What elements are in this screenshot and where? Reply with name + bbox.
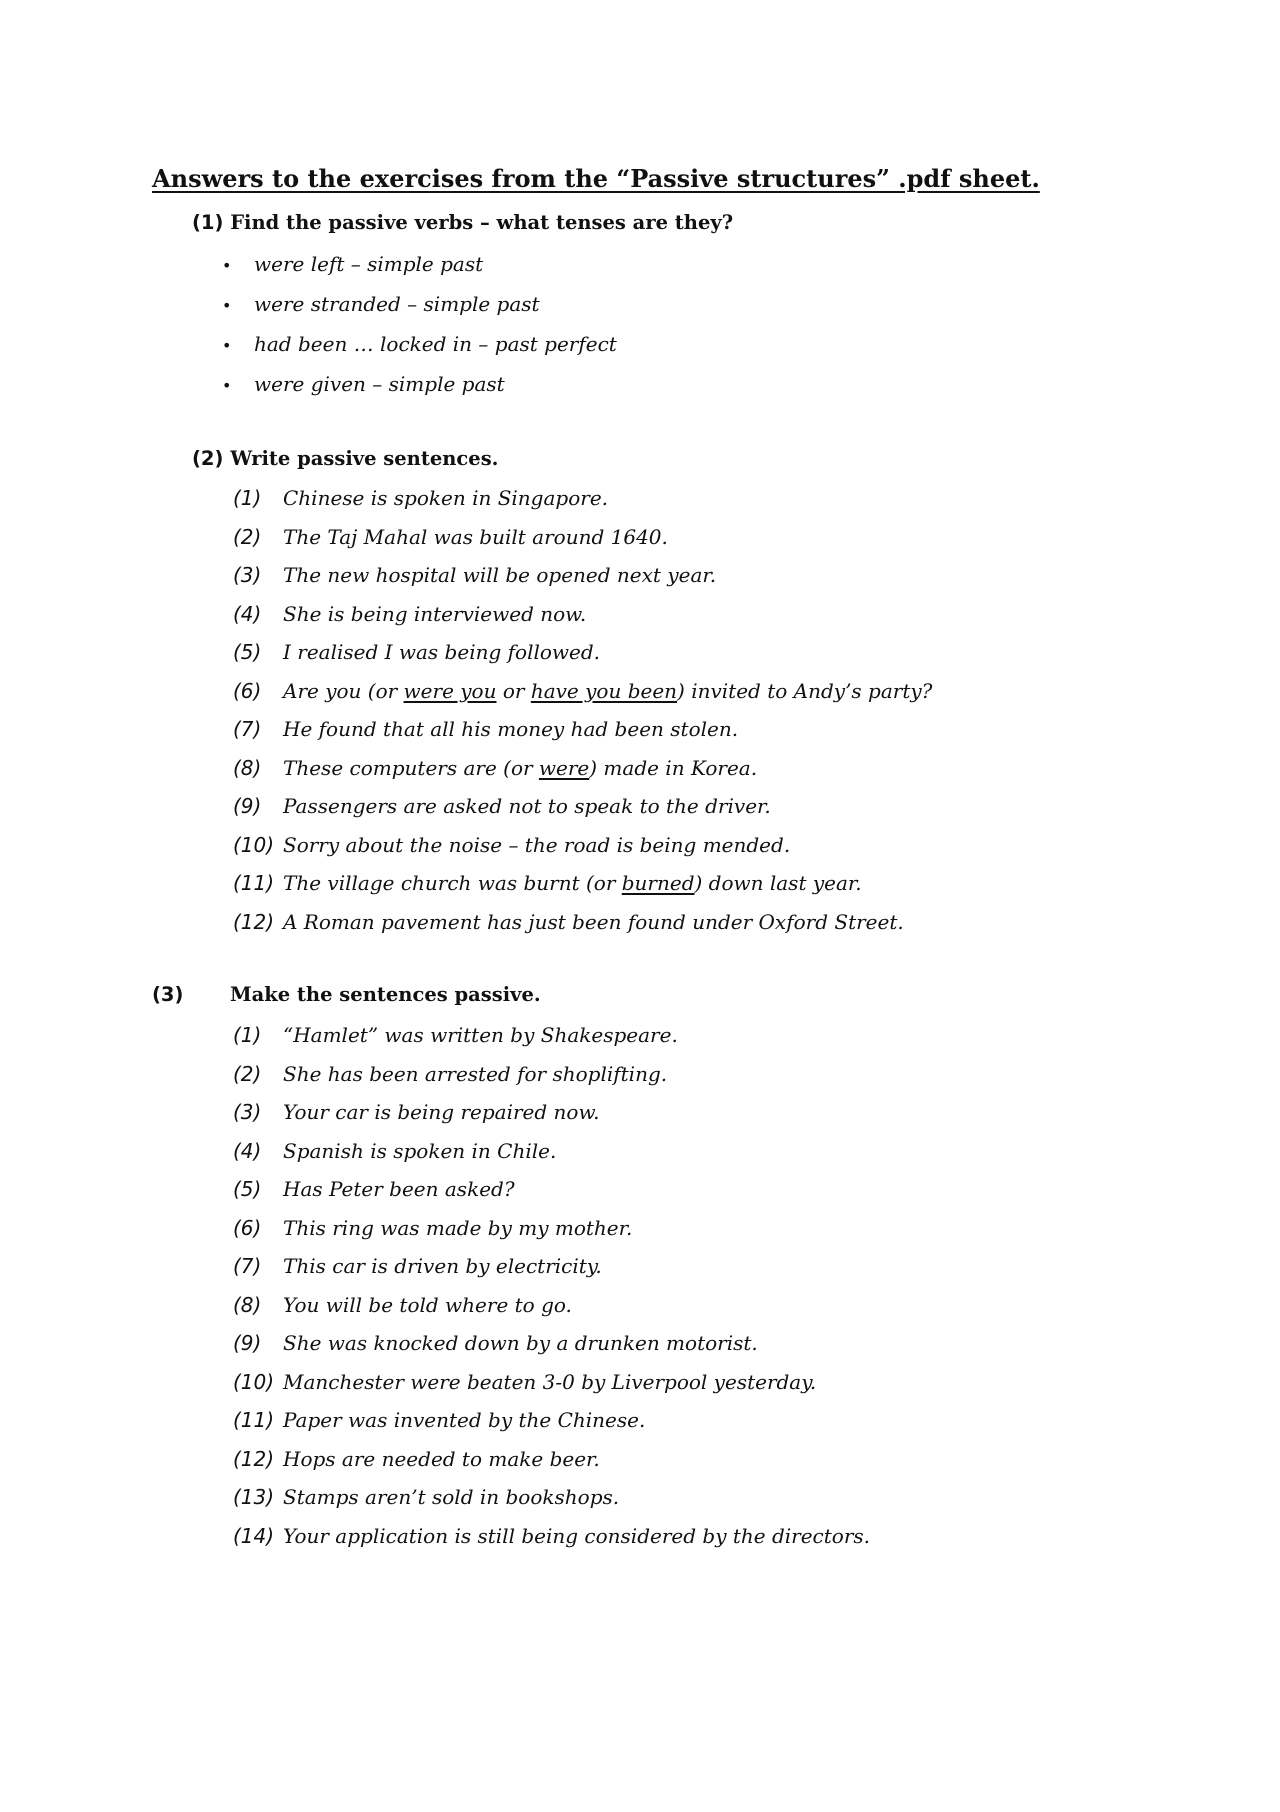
underlined-alternative: were — [538, 755, 590, 780]
section-2-heading — [192, 445, 498, 473]
item-text: Chinese is spoken in Singapore. — [283, 486, 609, 510]
list-item-text: were left – simple past — [254, 252, 484, 276]
list-item — [233, 556, 932, 595]
item-number: (14) — [233, 1523, 275, 1548]
item-text-mid: or — [496, 678, 531, 703]
item-number: (4) — [233, 601, 262, 626]
item-text: Sorry about the noise – the road is being mended. — [283, 832, 791, 857]
section-1-heading — [192, 209, 733, 237]
item-number: (1) — [233, 1023, 262, 1047]
item-number: (5) — [233, 640, 262, 664]
section-1-title: Find the passive verbs – what tenses are they? — [230, 211, 734, 234]
item-text: The Taj Mahal was built around 1640. — [283, 524, 668, 549]
section-3-number: (3) — [152, 983, 184, 1006]
item-number: (5) — [233, 1177, 262, 1201]
item-text: The new hospital will be opened next year. — [283, 563, 717, 587]
section-3-title: Make the sentences passive. — [230, 983, 541, 1006]
bullet-icon: • — [222, 376, 232, 395]
list-item — [222, 244, 617, 284]
item-number: (7) — [233, 717, 262, 741]
item-text: Your application is still being considered by the directors. — [283, 1523, 871, 1548]
item-number: (9) — [233, 794, 262, 818]
list-item — [222, 364, 617, 404]
list-item — [233, 1132, 870, 1171]
underlined-alternative: were you — [403, 678, 497, 703]
item-text: Your car is being repaired now. — [283, 1100, 600, 1124]
bullet-icon: • — [222, 296, 232, 315]
list-item — [233, 1247, 870, 1286]
bullet-icon: • — [222, 256, 232, 275]
bullet-icon: • — [222, 336, 232, 355]
passive-verbs-list — [222, 244, 617, 404]
list-item — [233, 1209, 870, 1248]
item-text-pre: These computers are (or — [283, 755, 539, 780]
item-number: (3) — [233, 563, 262, 587]
item-text: A Roman pavement has just been found under Oxford Street. — [283, 909, 904, 934]
list-item — [233, 1286, 870, 1325]
section-2-title: Write passive sentences. — [230, 447, 499, 470]
item-text: She is being interviewed now. — [283, 601, 587, 626]
item-text-post: ) down last year. — [694, 871, 862, 895]
item-number: (8) — [233, 755, 262, 780]
list-item — [222, 284, 617, 324]
item-text: Hops are needed to make beer. — [283, 1446, 600, 1471]
item-text-pre: The village church was burnt (or — [283, 871, 622, 895]
list-item-text: were given – simple past — [254, 372, 505, 396]
page-title: Answers to the exercises from the “Passive structures” .pdf sheet. — [152, 164, 1040, 193]
list-item — [233, 518, 932, 557]
item-text-post: ) made in Korea. — [589, 755, 758, 780]
item-number: (4) — [233, 1138, 262, 1163]
list-item — [233, 1093, 870, 1132]
make-passive-list — [233, 1016, 870, 1555]
list-item — [233, 1363, 870, 1402]
item-text: I realised I was being followed. — [283, 640, 601, 664]
list-item — [233, 1440, 870, 1479]
passive-sentences-list — [233, 479, 932, 941]
item-text: Has Peter been asked? — [283, 1177, 515, 1201]
item-number: (12) — [233, 909, 275, 934]
item-text: Manchester were beaten 3-0 by Liverpool yesterday. — [283, 1369, 817, 1394]
item-number: (6) — [233, 678, 262, 703]
list-item — [233, 749, 932, 788]
item-text-pre: Are you (or — [283, 678, 404, 703]
list-item — [233, 1170, 870, 1209]
list-item — [233, 864, 932, 903]
item-text: He found that all his money had been stolen. — [283, 717, 739, 741]
list-item — [233, 595, 932, 634]
list-item — [233, 1478, 870, 1517]
item-number: (12) — [233, 1446, 275, 1471]
item-number: (8) — [233, 1292, 262, 1317]
list-item-text: were stranded – simple past — [254, 292, 540, 316]
list-item — [233, 633, 932, 672]
item-text: “Hamlet” was written by Shakespeare. — [283, 1023, 678, 1047]
underlined-alternative: have you been — [530, 678, 678, 703]
item-number: (9) — [233, 1331, 262, 1355]
list-item — [233, 479, 932, 518]
list-item — [233, 1016, 870, 1055]
item-number: (2) — [233, 524, 262, 549]
underlined-alternative: burned — [621, 871, 695, 895]
list-item — [233, 826, 932, 865]
item-number: (10) — [233, 832, 275, 857]
list-item — [233, 1324, 870, 1363]
list-item-text: had been … locked in – past perfect — [254, 332, 617, 356]
item-number: (11) — [233, 1408, 275, 1432]
section-3-heading — [152, 981, 541, 1009]
section-2-number: (2) — [192, 447, 224, 470]
item-number: (10) — [233, 1369, 275, 1394]
item-text: You will be told where to go. — [283, 1292, 572, 1317]
item-text: Paper was invented by the Chinese. — [283, 1408, 646, 1432]
item-number: (7) — [233, 1254, 262, 1278]
item-text: Stamps aren’t sold in bookshops. — [283, 1485, 620, 1509]
list-item — [233, 672, 932, 711]
item-number: (2) — [233, 1061, 262, 1086]
item-text: This ring was made by my mother. — [283, 1215, 633, 1240]
list-item — [233, 1401, 870, 1440]
item-number: (11) — [233, 871, 275, 895]
list-item — [233, 710, 932, 749]
list-item — [233, 1517, 870, 1556]
list-item — [233, 1055, 870, 1094]
item-text: Passengers are asked not to speak to the driver. — [283, 794, 771, 818]
section-1-number: (1) — [192, 211, 224, 234]
item-text: She was knocked down by a drunken motorist. — [283, 1331, 758, 1355]
list-item — [222, 324, 617, 364]
item-number: (3) — [233, 1100, 262, 1124]
item-text: She has been arrested for shoplifting. — [283, 1061, 668, 1086]
list-item — [233, 787, 932, 826]
item-text-post: ) invited to Andy’s party? — [677, 678, 933, 703]
item-number: (13) — [233, 1485, 275, 1509]
list-item — [233, 903, 932, 942]
item-number: (6) — [233, 1215, 262, 1240]
item-text: This car is driven by electricity. — [283, 1254, 602, 1278]
item-number: (1) — [233, 486, 262, 510]
item-text: Spanish is spoken in Chile. — [283, 1138, 557, 1163]
